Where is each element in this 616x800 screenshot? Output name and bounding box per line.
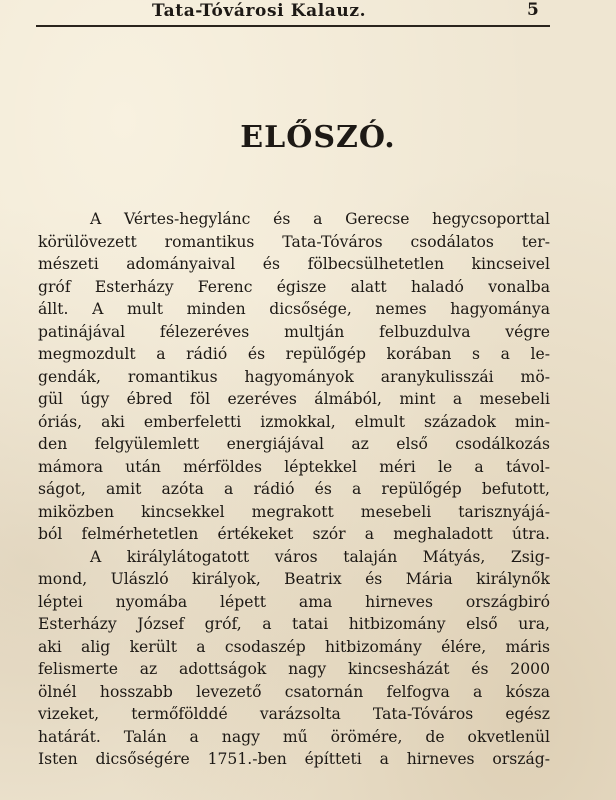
text-line: állt. A mult minden dicsősége, nemes hagyománya [38,300,550,318]
text-line: ölnél hosszabb levezető csatornán felfogva a kósza [38,682,550,701]
text-line: gróf Esterházy Ferenc égisze alatt haladó vonalba [38,277,550,296]
text-line: megmozdult a rádió és repülőgép korában s a le- [38,345,550,363]
text-line: mészeti adományaival és fölbecsülhetetlen kincseivel [38,255,550,273]
chapter-title: ELŐSZÓ. [240,120,396,155]
text-line: gendák, romantikus hagyományok aranykulisszái mö- [38,367,550,386]
text-line: ból felmérhetetlen értékeket szór a meghaladott útra. [38,525,550,543]
text-line: den felgyülemlett energiájával az első csodálkozás [38,435,550,453]
text-line: mámora után mérföldes léptekkel méri le a távol- [38,457,550,476]
text-line: A Vértes-hegylánc és a Gerecse hegycsoporttal [90,210,550,228]
text-line: mond, Ulászló királyok, Beatrix és Mária királynők [38,570,550,588]
header-rule [36,25,550,27]
running-header [0,0,616,30]
text-line: léptei nyomába lépett ama hirneves országbiró [38,592,550,611]
text-line: felismerte az adottságok nagy kincsesházát és 2000 [38,660,550,678]
text-line: miközben kincsekkel megrakott mesebeli tarisznyájá- [38,502,550,521]
text-line: Esterházy József gróf, a tatai hitbizomány első ura, [38,615,550,633]
text-line: vizeket, termőfölddé varázsolta Tata-Tóváros egész [38,705,550,723]
text-line: óriás, aki emberfeletti izmokkal, elmult századok min- [38,412,550,431]
page-number: 5 [527,0,539,20]
text-line: patinájával félezeréves multján felbuzdulva végre [38,322,550,341]
text-line: körülövezett romantikus Tata-Tóváros csodálatos ter- [38,232,550,251]
text-line: A királylátogatott város talaján Mátyás, Zsig- [90,547,550,566]
text-line: Isten dicsőségére 1751.-ben építteti a hirneves ország- [38,750,550,768]
text-line: aki alig került a csodaszép hitbizomány élére, máris [38,637,550,656]
text-line: gül úgy ébred föl ezeréves álmából, mint a mesebeli [38,390,550,408]
body-text [38,208,550,771]
text-line: határát. Talán a nagy mű örömére, de okvetlenül [38,727,550,746]
running-title: Tata-Tóvárosi Kalauz. [152,1,367,21]
text-line: ságot, amit azóta a rádió és a repülőgép befutott, [38,480,550,498]
